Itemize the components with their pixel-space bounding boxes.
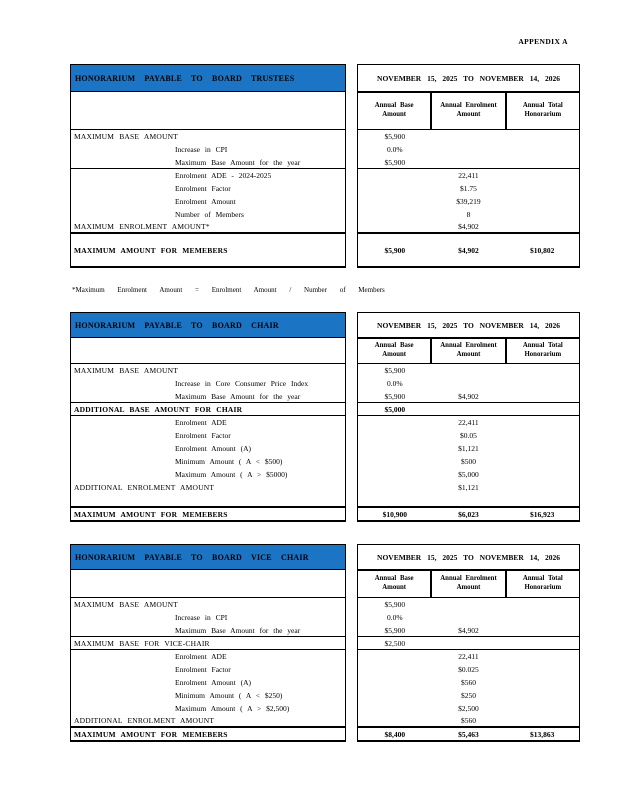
base-amount-value: 0.0% [387,613,403,622]
period-cell [357,64,580,92]
column-headers [357,338,580,364]
table-title-cell [70,544,346,570]
table-row [70,221,580,234]
column-header-total: Annual Total Honorarium [506,92,580,130]
enrolment-amount-value: $1,121 [458,483,479,492]
total-honorarium-value: $16,923 [529,509,555,519]
table-row [70,208,580,221]
table-row [70,715,580,728]
base-amount-value: $5,900 [384,132,406,141]
spacer-row [70,494,580,506]
table-title-cell [70,312,346,338]
table-row [70,429,580,442]
row-label: Enrolment Factor [175,665,231,674]
column-header-enrolment: Annual Enrolment Amount [431,570,505,598]
table-row [70,611,580,624]
enrolment-amount-value: $1,121 [458,444,479,453]
row-label: Enrolment Factor [175,184,231,193]
empty-cell [70,92,346,130]
empty-cell [70,570,346,598]
column-gap [346,338,357,364]
table-row [70,598,580,611]
period-label: NOVEMBER 15, 2025 TO NOVEMBER 14, 2026 [377,320,560,330]
row-label: MAXIMUM BASE AMOUNT [74,366,178,375]
base-amount-value: $5,900 [384,625,406,635]
table-row [70,702,580,715]
enrolment-amount-value: 8 [466,210,471,219]
appendix-label: APPENDIX A [518,37,568,46]
row-label: Maximum Base Amount for the year [175,625,301,635]
base-amount-value: $5,900 [384,157,406,167]
table-title-cell [70,64,346,92]
base-amount-value: $5,900 [384,245,406,255]
row-label: Enrolment ADE [175,418,227,427]
table-header-row [70,312,580,338]
base-amount-value: $2,500 [384,638,406,648]
base-amount-value: $8,400 [384,729,406,739]
row-label: MAXIMUM ENROLMENT AMOUNT* [74,222,210,231]
table-row [70,130,580,143]
column-header-enrolment: Annual Enrolment Amount [431,92,505,130]
total-honorarium-value: $13,863 [529,729,555,739]
row-label: Minimum Amount ( A < $250) [175,691,283,700]
row-label: MAXIMUM BASE AMOUNT [74,132,178,141]
base-amount-value: $5,000 [384,404,406,414]
base-amount-value: 0.0% [387,379,403,388]
base-amount-value: $5,900 [384,600,406,609]
table-total-row [70,506,580,522]
table-row [70,390,580,403]
table-row [70,195,580,208]
table-honorarium-chair [70,312,580,522]
column-header-total: Annual Total Honorarium [506,338,580,364]
row-label: ADDITIONAL BASE AMOUNT FOR CHAIR [74,404,243,414]
enrolment-amount-value: $0.025 [458,665,479,674]
table-row [70,377,580,390]
table-row [70,663,580,676]
column-header-row [70,92,580,130]
enrolment-amount-value: 22,411 [458,171,479,180]
table-row [70,156,580,169]
period-label: NOVEMBER 15, 2025 TO NOVEMBER 14, 2026 [377,73,560,83]
footnote: *Maximum Enrolment Amount = Enrolment Amount / Number of Members [72,286,385,294]
table-row [70,637,580,650]
column-gap [346,570,357,598]
row-label: Enrolment Amount (A) [175,444,251,453]
column-gap [346,64,357,92]
table-honorarium-vice-chair [70,544,580,742]
column-header-enrolment: Annual Enrolment Amount [431,338,505,364]
enrolment-amount-value: $5,463 [458,729,479,739]
row-label: Maximum Base Amount for the year [175,157,301,167]
column-gap [346,544,357,570]
enrolment-amount-value: $4,902 [458,391,479,401]
base-amount-value: $5,900 [384,366,406,375]
table-title: HONORARIUM PAYABLE TO BOARD TRUSTEES [75,73,295,83]
table-honorarium-trustees [70,64,580,268]
enrolment-amount-value: $4,902 [458,245,479,255]
enrolment-amount-value: $39,219 [456,197,481,206]
table-title: HONORARIUM PAYABLE TO BOARD VICE CHAIR [75,552,309,562]
enrolment-amount-value: $0.05 [460,431,477,440]
table-row [70,689,580,702]
table-total-row [70,234,580,268]
column-gap [346,92,357,130]
enrolment-amount-value: $500 [460,457,476,466]
enrolment-amount-value: $560 [460,678,476,687]
table-row [70,403,580,416]
row-label: ADDITIONAL ENROLMENT AMOUNT [74,483,215,492]
row-label: Maximum Amount ( A > $5000) [175,470,288,479]
table-total-row [70,728,580,742]
table-row [70,468,580,481]
row-label: MAXIMUM AMOUNT FOR MEMEBERS [74,245,228,255]
table-row [70,481,580,494]
enrolment-amount-value: $2,500 [458,704,479,713]
row-label: MAXIMUM AMOUNT FOR MEMEBERS [74,509,228,519]
table-row [70,364,580,377]
row-label: MAXIMUM BASE AMOUNT [74,600,178,609]
row-label: Minimum Amount ( A < $500) [175,457,283,466]
row-label: MAXIMUM BASE FOR VICE-CHAIR [74,638,210,648]
table-title: HONORARIUM PAYABLE TO BOARD CHAIR [75,320,279,330]
column-header-row [70,570,580,598]
period-cell [357,544,580,570]
table-row [70,169,580,182]
table-row [70,455,580,468]
table-row [70,624,580,637]
row-label: ADDITIONAL ENROLMENT AMOUNT [74,716,215,725]
base-amount-value: $10,900 [382,509,408,519]
column-header-base: Annual Base Amount [357,570,431,598]
row-label: MAXIMUM AMOUNT FOR MEMEBERS [74,729,228,739]
enrolment-amount-value: $4,902 [458,222,479,231]
row-label: Enrolment Amount [175,197,236,206]
column-headers [357,92,580,130]
row-label: Number of Members [175,210,244,219]
empty-cell [70,338,346,364]
enrolment-amount-value: $1.75 [460,184,477,193]
column-header-base: Annual Base Amount [357,92,431,130]
enrolment-amount-value: $250 [460,691,476,700]
row-label: Maximum Amount ( A > $2,500) [175,704,290,713]
column-header-total: Annual Total Honorarium [506,570,580,598]
column-headers [357,570,580,598]
row-label: Enrolment ADE [175,652,227,661]
row-label: Increase in CPI [175,613,228,622]
table-row [70,676,580,689]
row-label: Increase in CPI [175,145,228,154]
total-honorarium-value: $10,802 [529,245,555,255]
table-row [70,182,580,195]
table-row [70,416,580,429]
table-row [70,442,580,455]
row-label: Enrolment Amount (A) [175,678,251,687]
table-row [70,650,580,663]
enrolment-amount-value: 22,411 [458,652,479,661]
column-header-base: Annual Base Amount [357,338,431,364]
enrolment-amount-value: $560 [460,716,476,725]
table-header-row [70,64,580,92]
period-label: NOVEMBER 15, 2025 TO NOVEMBER 14, 2026 [377,552,560,562]
enrolment-amount-value: $6,023 [458,509,479,519]
column-header-row [70,338,580,364]
table-row [70,143,580,156]
row-label: Increase in Core Consumer Price Index [175,379,309,388]
enrolment-amount-value: 22,411 [458,418,479,427]
row-label: Maximum Base Amount for the year [175,391,301,401]
row-label: Enrolment Factor [175,431,231,440]
enrolment-amount-value: $5,000 [458,470,479,479]
row-label: Enrolment ADE - 2024-2025 [175,171,272,180]
enrolment-amount-value: $4,902 [458,625,479,635]
base-amount-value: 0.0% [387,145,403,154]
period-cell [357,312,580,338]
column-gap [346,312,357,338]
base-amount-value: $5,900 [384,391,406,401]
table-header-row [70,544,580,570]
